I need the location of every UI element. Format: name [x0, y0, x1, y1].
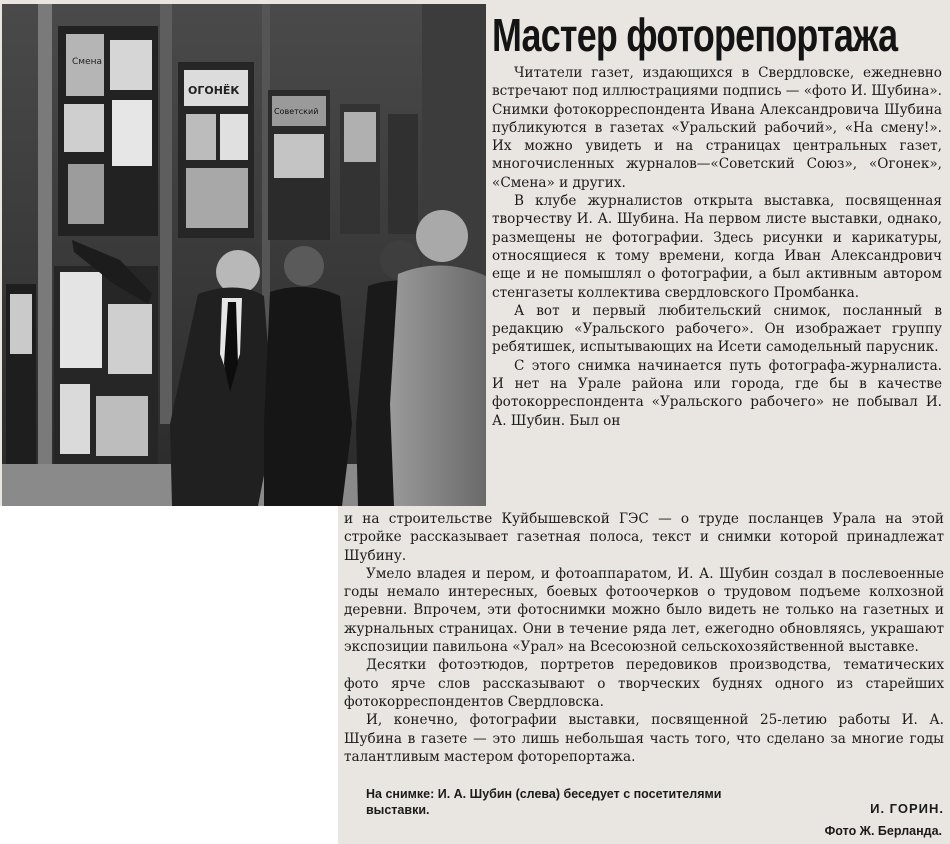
article-paragraph: Умело владея и пером, и фотоаппаратом, И. А. Шубин создал в послевоенные годы немало интересных, боевых фотоочерков о трудовом подъеме колхозной деревни. Впрочем, эти фотоснимки можно было видеть не только на газетных и журнальных страницах. Они в течение ряда лет, ежегодно обновляясь, украшают экспозиции павильона «Урал» на Всесоюзной сельскохозяйственной выставке.: [344, 565, 944, 656]
article-column-bottom: [344, 510, 944, 800]
photo-caption-block: [344, 786, 944, 844]
article-column-top: [492, 64, 942, 511]
exhibition-board-center: [178, 62, 254, 238]
article-paragraph: Читатели газет, издающихся в Свердловске, ежедневно встречают под иллюстрациями подпись — «фото И. Шубина». Снимки фотокорреспондента Ивана Александровича Шубина публикуются в газетах «Уральский рабочий», «На смену!». Их можно увидеть и на страницах центральных газет, многочисленных журналов—«Советский Союз», «Огонек», «Смена» и других.: [492, 65, 942, 191]
article-author: И. ГОРИН.: [870, 801, 944, 816]
poster-label-1: Смена: [72, 57, 103, 67]
exhibition-board-left: [58, 26, 158, 236]
article-paragraph: В клубе журналистов открыта выставка, посвященная творчеству И. А. Шубина. На первом листе выставки, однако, размещены не фотографии. Здесь рисунки и карикатуры, относящиеся к тому времени, когда Иван Александрович еще и не помышлял о фотографии, а был активным автором стенгазеты коллектива свердловского Промбанка.: [492, 193, 942, 301]
exhibition-board-lower: [6, 266, 158, 474]
photo-caption: На снимке: И. А. Шубин (слева) беседует с посетителями выставки.: [366, 787, 722, 817]
article-paragraph: А вот и первый любительский снимок, посланный в редакцию «Уральского рабочего». Он изображает группу ребятишек, испытывающих на Исети самодельный парусник.: [492, 302, 942, 356]
article-title: Мастер фоторепортажа: [492, 9, 898, 61]
photo-illustration: [2, 4, 486, 506]
poster-label-2: ОГОНЁК: [188, 84, 240, 97]
article-paragraph: И, конечно, фотографии выставки, посвященной 25-летию работы И. А. Шубина в газете — это лишь небольшая часть того, что сделано за многие годы талантливым мастером фоторепортажа.: [344, 712, 944, 765]
exhibition-photo: [2, 4, 486, 506]
article-paragraph: С этого снимка начинается путь фотографа-журналиста. И нет на Урале района или города, где бы в качестве фотокорреспондента «Уральского рабочего» не побывал И. А. Шубин. Был он: [492, 357, 942, 429]
poster-label-3: Советский: [274, 107, 319, 116]
photo-credit: Фото Ж. Берланда.: [824, 824, 942, 838]
article-paragraph: Десятки фотоэтюдов, портретов передовиков производства, тематических фото ярче слов рассказывают о творческих буднях одного из старейших фотокорреспондентов Свердловска.: [344, 657, 944, 710]
article-paragraph: и на строительстве Куйбышевской ГЭС — о труде посланцев Урала на этой стройке рассказывает газетная полоса, текст и снимки которой принадлежат Шубину.: [344, 511, 944, 564]
